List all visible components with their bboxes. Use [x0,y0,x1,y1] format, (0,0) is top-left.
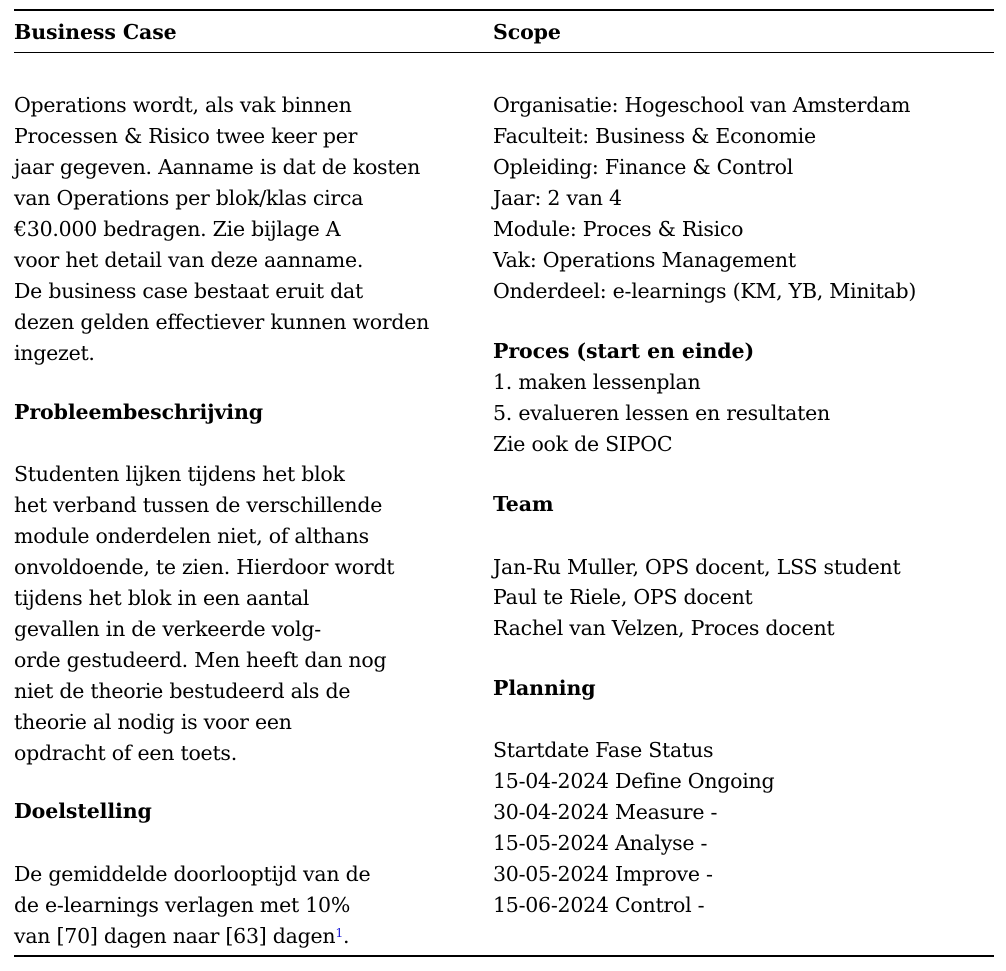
business-case-line: jaar gegeven. Aanname is dat de kosten [14,155,421,179]
probleem-line: niet de theorie bestudeerd als de [14,679,351,703]
probleem-line: orde gestudeerd. Men heeft dan nog [14,648,387,672]
business-case-line: ingezet. [14,341,95,365]
proces-line: Zie ook de SIPOC [493,432,673,456]
table-bottom-rule [14,955,994,957]
business-case-line: voor het detail van deze aanname. [14,248,364,272]
business-case-line: dezen gelden effectiever kunnen worden [14,310,430,334]
planning-heading: Planning [493,676,596,700]
scope-line: Vak: Operations Management [493,248,796,272]
probleem-line: gevallen in de verkeerde volg- [14,617,321,641]
planning-row: 15-04-2024 Define Ongoing [493,769,775,793]
probleem-line: opdracht of een toets. [14,741,237,765]
business-case-line: Processen & Risico twee keer per [14,124,358,148]
probleembeschrijving-heading: Probleembeschrijving [14,400,264,424]
scope-line: Opleiding: Finance & Control [493,155,794,179]
footnote-link[interactable]: 1 [335,925,344,940]
team-member: Paul te Riele, OPS docent [493,585,753,609]
team-heading: Team [493,492,554,516]
scope-line: Onderdeel: e-learnings (KM, YB, Minitab) [493,279,917,303]
scope-line: Jaar: 2 van 4 [493,186,622,210]
table-header-rule [14,52,994,53]
doelstelling-line: De gemiddelde doorlooptijd van de [14,862,371,886]
probleem-line: het verband tussen de verschillende [14,493,383,517]
doelstelling-line: de e-learnings verlagen met 10% [14,893,351,917]
business-case-title: Business Case [14,20,177,44]
planning-row: 15-05-2024 Analyse - [493,831,708,855]
proces-line: 1. maken lessenplan [493,370,701,394]
doelstelling-last-line-text: van [70] dagen naar [63] dagen [14,924,336,948]
proces-heading: Proces (start en einde) [493,339,755,363]
planning-header-row: Startdate Fase Status [493,738,714,762]
probleem-line: module onderdelen niet, of althans [14,524,369,548]
planning-row: 15-06-2024 Control - [493,893,705,917]
business-case-line: €30.000 bedragen. Zie bijlage A [14,217,341,241]
business-case-line: De business case bestaat eruit dat [14,279,363,303]
table-top-rule [14,9,994,11]
doelstelling-last-line [14,924,349,948]
probleem-line: onvoldoende, te zien. Hierdoor wordt [14,555,395,579]
planning-row: 30-04-2024 Measure - [493,800,718,824]
business-case-line: van Operations per blok/klas circa [14,186,364,210]
probleem-line: Studenten lijken tijdens het blok [14,462,345,486]
team-member: Rachel van Velzen, Proces docent [493,616,835,640]
business-case-line: Operations wordt, als vak binnen [14,93,352,117]
scope-line: Organisatie: Hogeschool van Amsterdam [493,93,911,117]
scope-title: Scope [493,20,561,44]
team-member: Jan-Ru Muller, OPS docent, LSS student [493,555,901,579]
doelstelling-heading: Doelstelling [14,799,152,823]
planning-row: 30-05-2024 Improve - [493,862,713,886]
doelstelling-period: . [343,924,350,948]
scope-line: Faculteit: Business & Economie [493,124,816,148]
probleem-line: tijdens het blok in een aantal [14,586,310,610]
probleem-line: theorie al nodig is voor een [14,710,292,734]
proces-line: 5. evalueren lessen en resultaten [493,401,830,425]
scope-line: Module: Proces & Risico [493,217,744,241]
